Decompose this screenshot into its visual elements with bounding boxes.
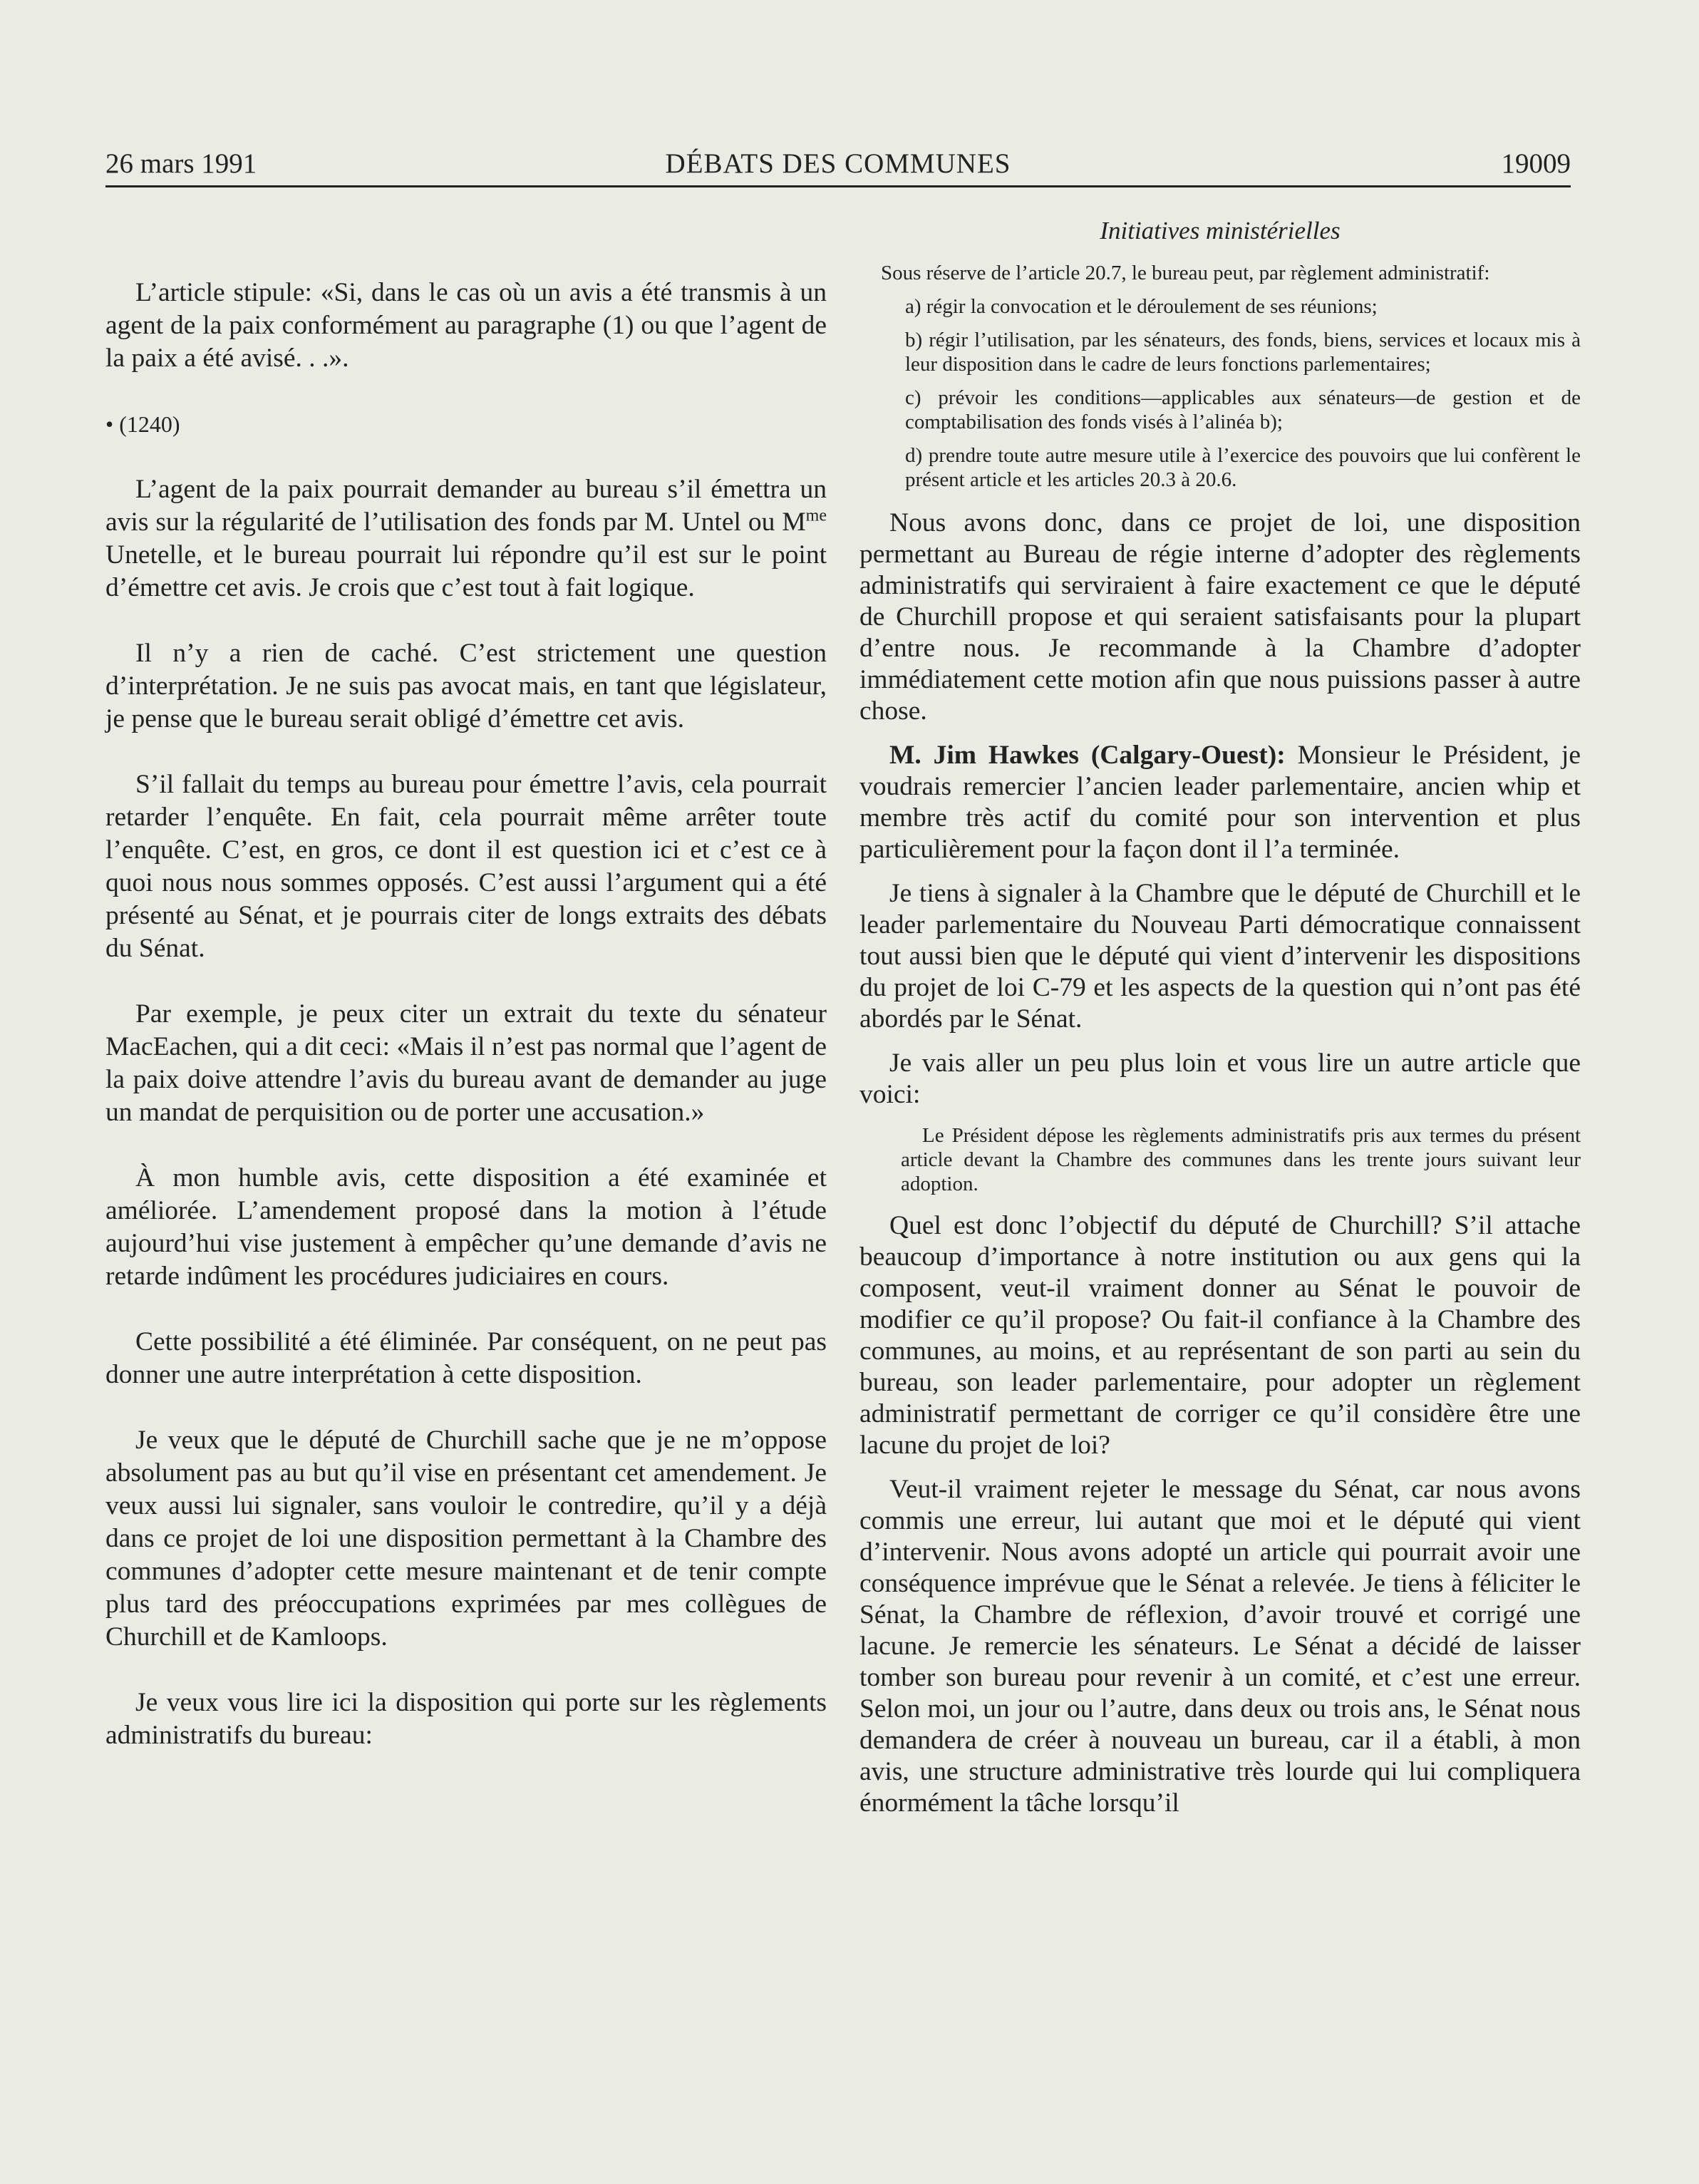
paragraph: S’il fallait du temps au bureau pour émettre l’avis, cela pourrait retarder l’enquête. En fait, cela pourrait même arrêter toute l’enquête. C’est, en gros, ce dont il est question ici et c’est ce à quoi nous nous sommes opposés. C’est aussi l’argument qui a été présenté au Sénat, et je pourrais citer de longs extraits des débats du Sénat. xyxy=(105,770,827,963)
page-header xyxy=(105,146,1571,189)
paragraph: Veut-il vraiment rejeter le message du Sénat, car nous avons commis une erreur, lui autant que moi et le député qui vient d’intervenir. Nous avons adopté un article qui pourrait avoir une conséquence imprévue que le Sénat a relevée. Je tiens à féliciter le Sénat, la Chambre de réflexion, d’avoir trouvé et corrigé une lacune. Je remercie les sénateurs. Le Sénat a décidé de laisser tomber son bureau pour revenir à un comité, et c’est une erreur. Selon moi, un jour ou l’autre, dans deux ou trois ans, le Sénat nous demandera de créer à nouveau un bureau, car il a établi, à mon avis, une structure administrative très lourde qui lui compliquera énormément la tâche lorsqu’il xyxy=(859,1475,1581,1818)
time-marker: • (1240) xyxy=(105,411,180,437)
paragraph: Nous avons donc, dans ce projet de loi, une disposition permettant au Bureau de régie interne d’adopter des règlements administratifs qui serviraient à faire exactement ce que le député de Churchill propose et qui seraient satisfaisants pour la plupart d’entre nous. Je recommande à la Chambre d’adopter immédiatement cette motion afin que nous puissions passer à autre chose. xyxy=(859,508,1581,726)
quote-item: b) régir l’utilisation, par les sénateurs, des fonds, biens, services et locaux mis à leur disposition dans le cadre de leurs fonctions parlementaires; xyxy=(905,329,1581,376)
paragraph: L’agent de la paix pourrait demander au bureau s’il émettra un avis sur la régularité de l’utilisation des fonds par M. Untel ou $M^{me}$ Unetelle, et le bureau pourrait lui répondre qu’il est sur le point d’émettre cet avis. Je crois que c’est tout à fait logique. xyxy=(105,475,827,602)
paragraph: Par exemple, je peux citer un extrait du texte du sénateur MacEachen, qui a dit ceci: «Mais il n’est pas normal que l’agent de la paix doive attendre l’avis du bureau avant de demander au juge un mandat de perquisition ou de porter une accusation.» xyxy=(105,999,827,1127)
paragraph: Il n’y a rien de caché. C’est strictement une question d’interprétation. Je ne suis pas avocat mais, en tant que législateur, je pense que le bureau serait obligé d’émettre cet avis. xyxy=(105,639,827,733)
header-title: DÉBATS DES COMMUNES xyxy=(665,148,1011,179)
header-page-number: 19009 xyxy=(1501,148,1571,179)
paragraph: Quel est donc l’objectif du député de Churchill? S’il attache beaucoup d’importance à notre institution ou aux gens qui la composent, veut-il vraiment donner au Sénat le pouvoir de modifier ce qu’il propose? Ou fait-il confiance à la Chambre des communes, au moins, et au représentant de son parti au sein du bureau, son leader parlementaire, pour adopter un règlement administratif permettant de corriger ce qu’il considère être une lacune du projet de loi? xyxy=(859,1211,1581,1460)
right-column xyxy=(859,214,1581,1832)
paragraph: M. Jim Hawkes (Calgary-Ouest): Monsieur le Président, je voudrais remercier l’ancien leader parlementaire, ancien whip et membre très actif du comité pour son intervention et plus particulièrement pour la façon dont il l’a terminée. xyxy=(859,741,1581,864)
quote-intro: Sous réserve de l’article 20.7, le bureau peut, par règlement administratif: xyxy=(881,262,1490,284)
header-date: 26 mars 1991 xyxy=(105,148,257,179)
left-column xyxy=(105,214,827,1785)
speaker-name: M. Jim Hawkes (Calgary-Ouest): xyxy=(889,741,1286,770)
paragraph: Cette possibilité a été éliminée. Par conséquent, on ne peut pas donner une autre interprétation à cette disposition. xyxy=(105,1327,827,1389)
quote-item: c) prévoir les conditions—applicables aux sénateurs—de gestion et de comptabilisation des fonds visés à l’alinéa b); xyxy=(905,386,1581,433)
paragraph: L’article stipule: «Si, dans le cas où un avis a été transmis à un agent de la paix conformément au paragraphe (1) ou que l’agent de la paix a été avisé. . .». xyxy=(105,278,827,373)
section-title: Initiatives ministérielles xyxy=(1100,217,1341,244)
paragraph: Je veux vous lire ici la disposition qui porte sur les règlements administratifs du bureau: xyxy=(105,1688,827,1750)
header-rule xyxy=(105,185,1571,187)
quote-item: d) prendre toute autre mesure utile à l’exercice des pouvoirs que lui confèrent le présent article et les articles 20.3 à 20.6. xyxy=(905,444,1581,491)
block-quote: Le Président dépose les règlements administratifs pris aux termes du présent article devant la Chambre des communes dans les trente jours suivant leur adoption. xyxy=(901,1124,1581,1195)
paragraph: Je vais aller un peu plus loin et vous lire un autre article que voici: xyxy=(859,1049,1581,1109)
quote-item: a) régir la convocation et le déroulement de ses réunions; xyxy=(905,295,1378,318)
paragraph: À mon humble avis, cette disposition a été examinée et améliorée. L’amendement proposé dans la motion à l’étude aujourd’hui vise justement à empêcher qu’une demande d’avis ne retarde indûment les procédures judiciaires en cours. xyxy=(105,1163,827,1291)
paragraph: Je tiens à signaler à la Chambre que le député de Churchill et le leader parlementaire du Nouveau Parti démocratique connaissent tout aussi bien que le député qui vient d’intervenir les dispositions du projet de loi C-79 et les aspects de la question qui n’ont pas été abordés par le Sénat. xyxy=(859,879,1581,1034)
paragraph: Je veux que le député de Churchill sache que je ne m’oppose absolument pas au but qu’il vise en présentant cet amendement. Je veux aussi lui signaler, sans vouloir le contredire, qu’il y a déjà dans ce projet de loi une disposition permettant à la Chambre des communes d’adopter cette mesure maintenant et de tenir compte plus tard des préoccupations exprimées par mes collègues de Churchill et de Kamloops. xyxy=(105,1426,827,1652)
